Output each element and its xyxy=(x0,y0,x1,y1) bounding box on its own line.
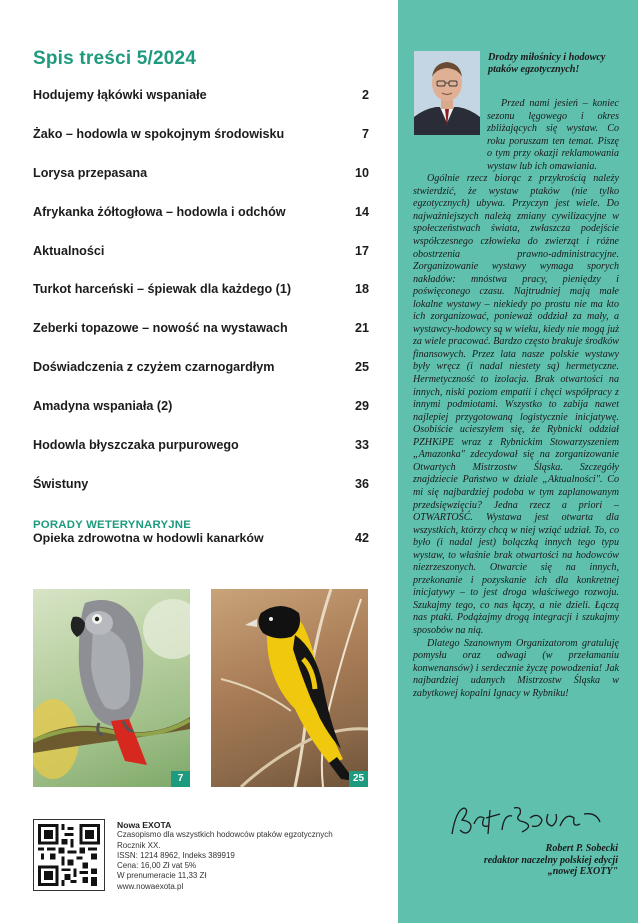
toc-entry[interactable] xyxy=(33,166,369,205)
toc-entry[interactable] xyxy=(33,127,369,166)
parrot-illustration xyxy=(33,589,190,787)
toc-entry-page: 29 xyxy=(354,399,369,414)
toc-list xyxy=(33,88,369,516)
qr-code-icon xyxy=(38,824,100,886)
toc-entry-title: Turkot harceński – śpiewak dla każdego (1) xyxy=(33,282,292,297)
toc-vet-category: PORADY WETERYNARYJNE xyxy=(33,519,192,531)
siskin-illustration xyxy=(211,589,368,787)
toc-vet-page: 42 xyxy=(354,531,369,545)
toc-entry[interactable] xyxy=(33,477,369,516)
toc-entry-page: 33 xyxy=(354,438,369,453)
black-throated-siskin-photo xyxy=(211,589,368,787)
toc-entry-page: 36 xyxy=(354,476,369,491)
toc-entry-page: 17 xyxy=(354,243,369,258)
toc-entry[interactable] xyxy=(33,88,369,127)
toc-entry-page: 10 xyxy=(354,165,369,180)
toc-entry-title: Hodujemy łąkówki wspaniałe xyxy=(33,88,207,102)
publisher-line: Rocznik XX. xyxy=(117,840,161,850)
toc-entry-page: 14 xyxy=(354,204,369,219)
publisher-line: Cena: 16,00 Zł vat 5% xyxy=(117,861,197,871)
publisher-line: Czasopismo dla wszystkich hodowców ptaków egzotycznych xyxy=(117,830,333,840)
publisher-line: W prenumeracie 11,33 Zł xyxy=(117,871,207,881)
signer-role: redaktor naczelny polskiej edycji xyxy=(483,854,618,866)
editorial-text xyxy=(413,98,619,700)
toc-entry-title: Aktualności xyxy=(33,243,105,258)
toc-entry-page: 18 xyxy=(354,282,369,297)
toc-vet-section[interactable] xyxy=(33,519,369,545)
toc-entry[interactable] xyxy=(33,399,369,438)
toc-entry-title: Świstuny xyxy=(33,476,89,491)
toc-vet-title: Opieka zdrowotna w hodowli kanarków xyxy=(33,531,264,545)
publisher-name: Nowa EXOTA xyxy=(117,820,172,830)
photo-page-badge: 25 xyxy=(349,771,368,787)
toc-entry-page: 2 xyxy=(361,88,369,102)
toc-entry-page: 21 xyxy=(354,321,369,336)
editorial-greeting: Drodzy miłośnicy i hodowcy ptaków egzotycznych! xyxy=(488,52,606,75)
toc-entry[interactable] xyxy=(33,360,369,399)
toc-entry[interactable] xyxy=(33,205,369,244)
publisher-info xyxy=(117,820,387,892)
editorial-paragraph: Ogólnie rzecz biorąc z przykrością należy stwierdzić, że wystaw ptaków (nie tylko egzotycznych) ubywa. Przyczyn jest wiele. Do najważniejszych należą zmiany cywilizacyjne w społeczeństwach świata, zwłaszcza podejście współczesnego człowieka do zwierząt i różne obostrzenia prawno-administracyjne. Zorganizowanie wystawy wymaga sporych nakładów: mnóstwa pracy, pieniędzy i poświęconego czasu. Najtrudniej mają małe lokalne wystawy – niekiedy po prostu nie ma kto ich zorganizować, ponieważ oddział za mały, a wystawcy-hodowcy są w wieku, kiedy nie mogą już za wiele pracować. Bardzo często brakuje środków finansowych. Przez lata nasze polskie wystawy były wręcz (i nadal niestety są) hermetyczne. Hermetyczność to izolacja. Brak otwartości na innych, niski poziom empatii i chęci współpracy z innymi podmiotami. Wszystko to zabija nawet najlepiej przygotowaną logistycznie inicjatywę. Osobiście ucieszyłem się, że Rybnicki oddział PZHKiPE wraz z Rybnickim Stowarzyszeniem „Amazonka" zdecydował się na zorganizowanie Otwartych Mistrzostw Śląska. Szczegóły znajdziecie Państwo w dziale „Aktualności". Co mi się najbardziej podoba w tym zaplanowanym przedsięwzięciu? Jedna rzecz a priori – OTWARTOŚĆ. Wystawa jest otwarta dla wszystkich, którzy chcą w niej wziąć udział. To, co było (i nadal jest) bolączką innych tego typu wystaw, to właśnie brak otwartości na hodowców niezrzeszonych. Otwarcie się na innych, przekonanie i pozyskanie ich dla konkretnej inicjatywy – to jest droga właściwego rozwoju. Szukajmy tego, co nas łączy, a nie dzieli. Łączą nas ptaki. Podążajmy drogą integracji i szukajmy sposobów na nią. xyxy=(413,173,619,636)
toc-entry[interactable] xyxy=(33,438,369,477)
editorial-paragraph: Dlatego Szanownym Organizatorom gratuluję pomysłu oraz odwagi (w przełamaniu konwenansów) i serdecznie życzę powodzenia! Jak najbardziej udanych Mistrzostw Śląska w zabytkowej kopalni Ignacy w Rybniku! xyxy=(413,637,619,699)
signer-name: Robert P. Sobecki xyxy=(545,843,618,854)
toc-entry-title: Doświadczenia z czyżem czarnogardłym xyxy=(33,360,275,375)
toc-entry-title: Żako – hodowla w spokojnym środowisku xyxy=(33,126,285,141)
qr-code[interactable] xyxy=(33,819,105,891)
african-grey-parrot-photo xyxy=(33,589,190,787)
toc-entry-title: Hodowla błyszczaka purpurowego xyxy=(33,438,239,453)
toc-entry[interactable] xyxy=(33,321,369,360)
signer-publication: „nowej EXOTY" xyxy=(547,866,618,877)
toc-title: Spis treści 5/2024 xyxy=(33,48,197,69)
publisher-website-link[interactable]: www.nowaexota.pl xyxy=(117,881,184,891)
editorial-paragraph: Przed nami jesień – koniec sezonu lęgowego i okres zbliżających się wystaw. Co roku poruszam ten temat. Piszę o tym przy okazji reklamowania wystaw lub ich omawiania. xyxy=(487,98,619,172)
toc-entry[interactable] xyxy=(33,244,369,283)
toc-entry-page: 25 xyxy=(354,360,369,375)
toc-entry-title: Amadyna wspaniała (2) xyxy=(33,399,173,414)
photo-page-badge: 7 xyxy=(171,771,190,787)
toc-entry-title: Afrykanka żółtogłowa – hodowla i odchów xyxy=(33,204,286,219)
toc-entry-page: 7 xyxy=(361,126,369,141)
editor-signature xyxy=(448,800,608,840)
editorial-signer xyxy=(440,843,618,878)
toc-entry[interactable] xyxy=(33,282,369,321)
publisher-line: ISSN: 1214 8962, Indeks 389919 xyxy=(117,850,235,860)
toc-entry-title: Lorysa przepasana xyxy=(33,165,148,180)
toc-entry-title: Zeberki topazowe – nowość na wystawach xyxy=(33,321,288,336)
